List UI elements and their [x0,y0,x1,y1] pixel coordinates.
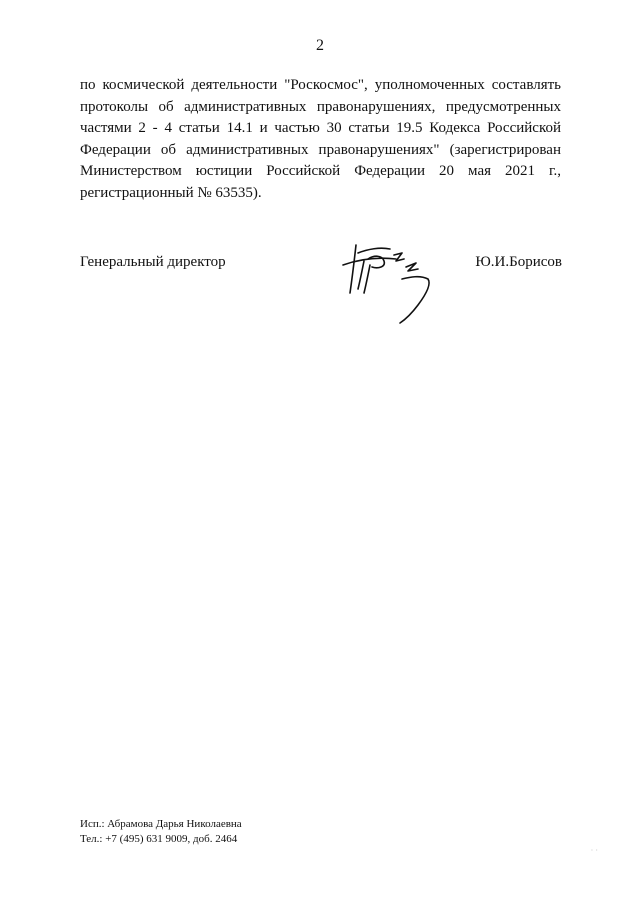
signatory-name: Ю.И.Борисов [475,254,562,270]
executor-line: Исп.: Абрамова Дарья Николаевна [80,818,242,830]
handwritten-signature [338,235,438,330]
body-line-2: протоколы об административных правонарушениях, предусмотренных [80,99,561,115]
scan-artifact-mark: · · [590,846,598,855]
body-line-6: регистрационный № 63535). [80,185,262,201]
signatory-title: Генеральный директор [80,254,226,270]
page-number: 2 [316,37,324,54]
body-line-4: Федерации об административных правонарушениях" (зарегистрирован [80,142,561,158]
body-line-1: по космической деятельности "Роскосмос", уполномоченных составлять [80,77,561,93]
phone-line: Тел.: +7 (495) 631 9009, доб. 2464 [80,833,238,845]
body-line-3: частями 2 - 4 статьи 14.1 и частью 30 статьи 19.5 Кодекса Российской [80,120,561,136]
body-line-5: Министерством юстиции Российской Федерации 20 мая 2021 г., [80,163,561,179]
